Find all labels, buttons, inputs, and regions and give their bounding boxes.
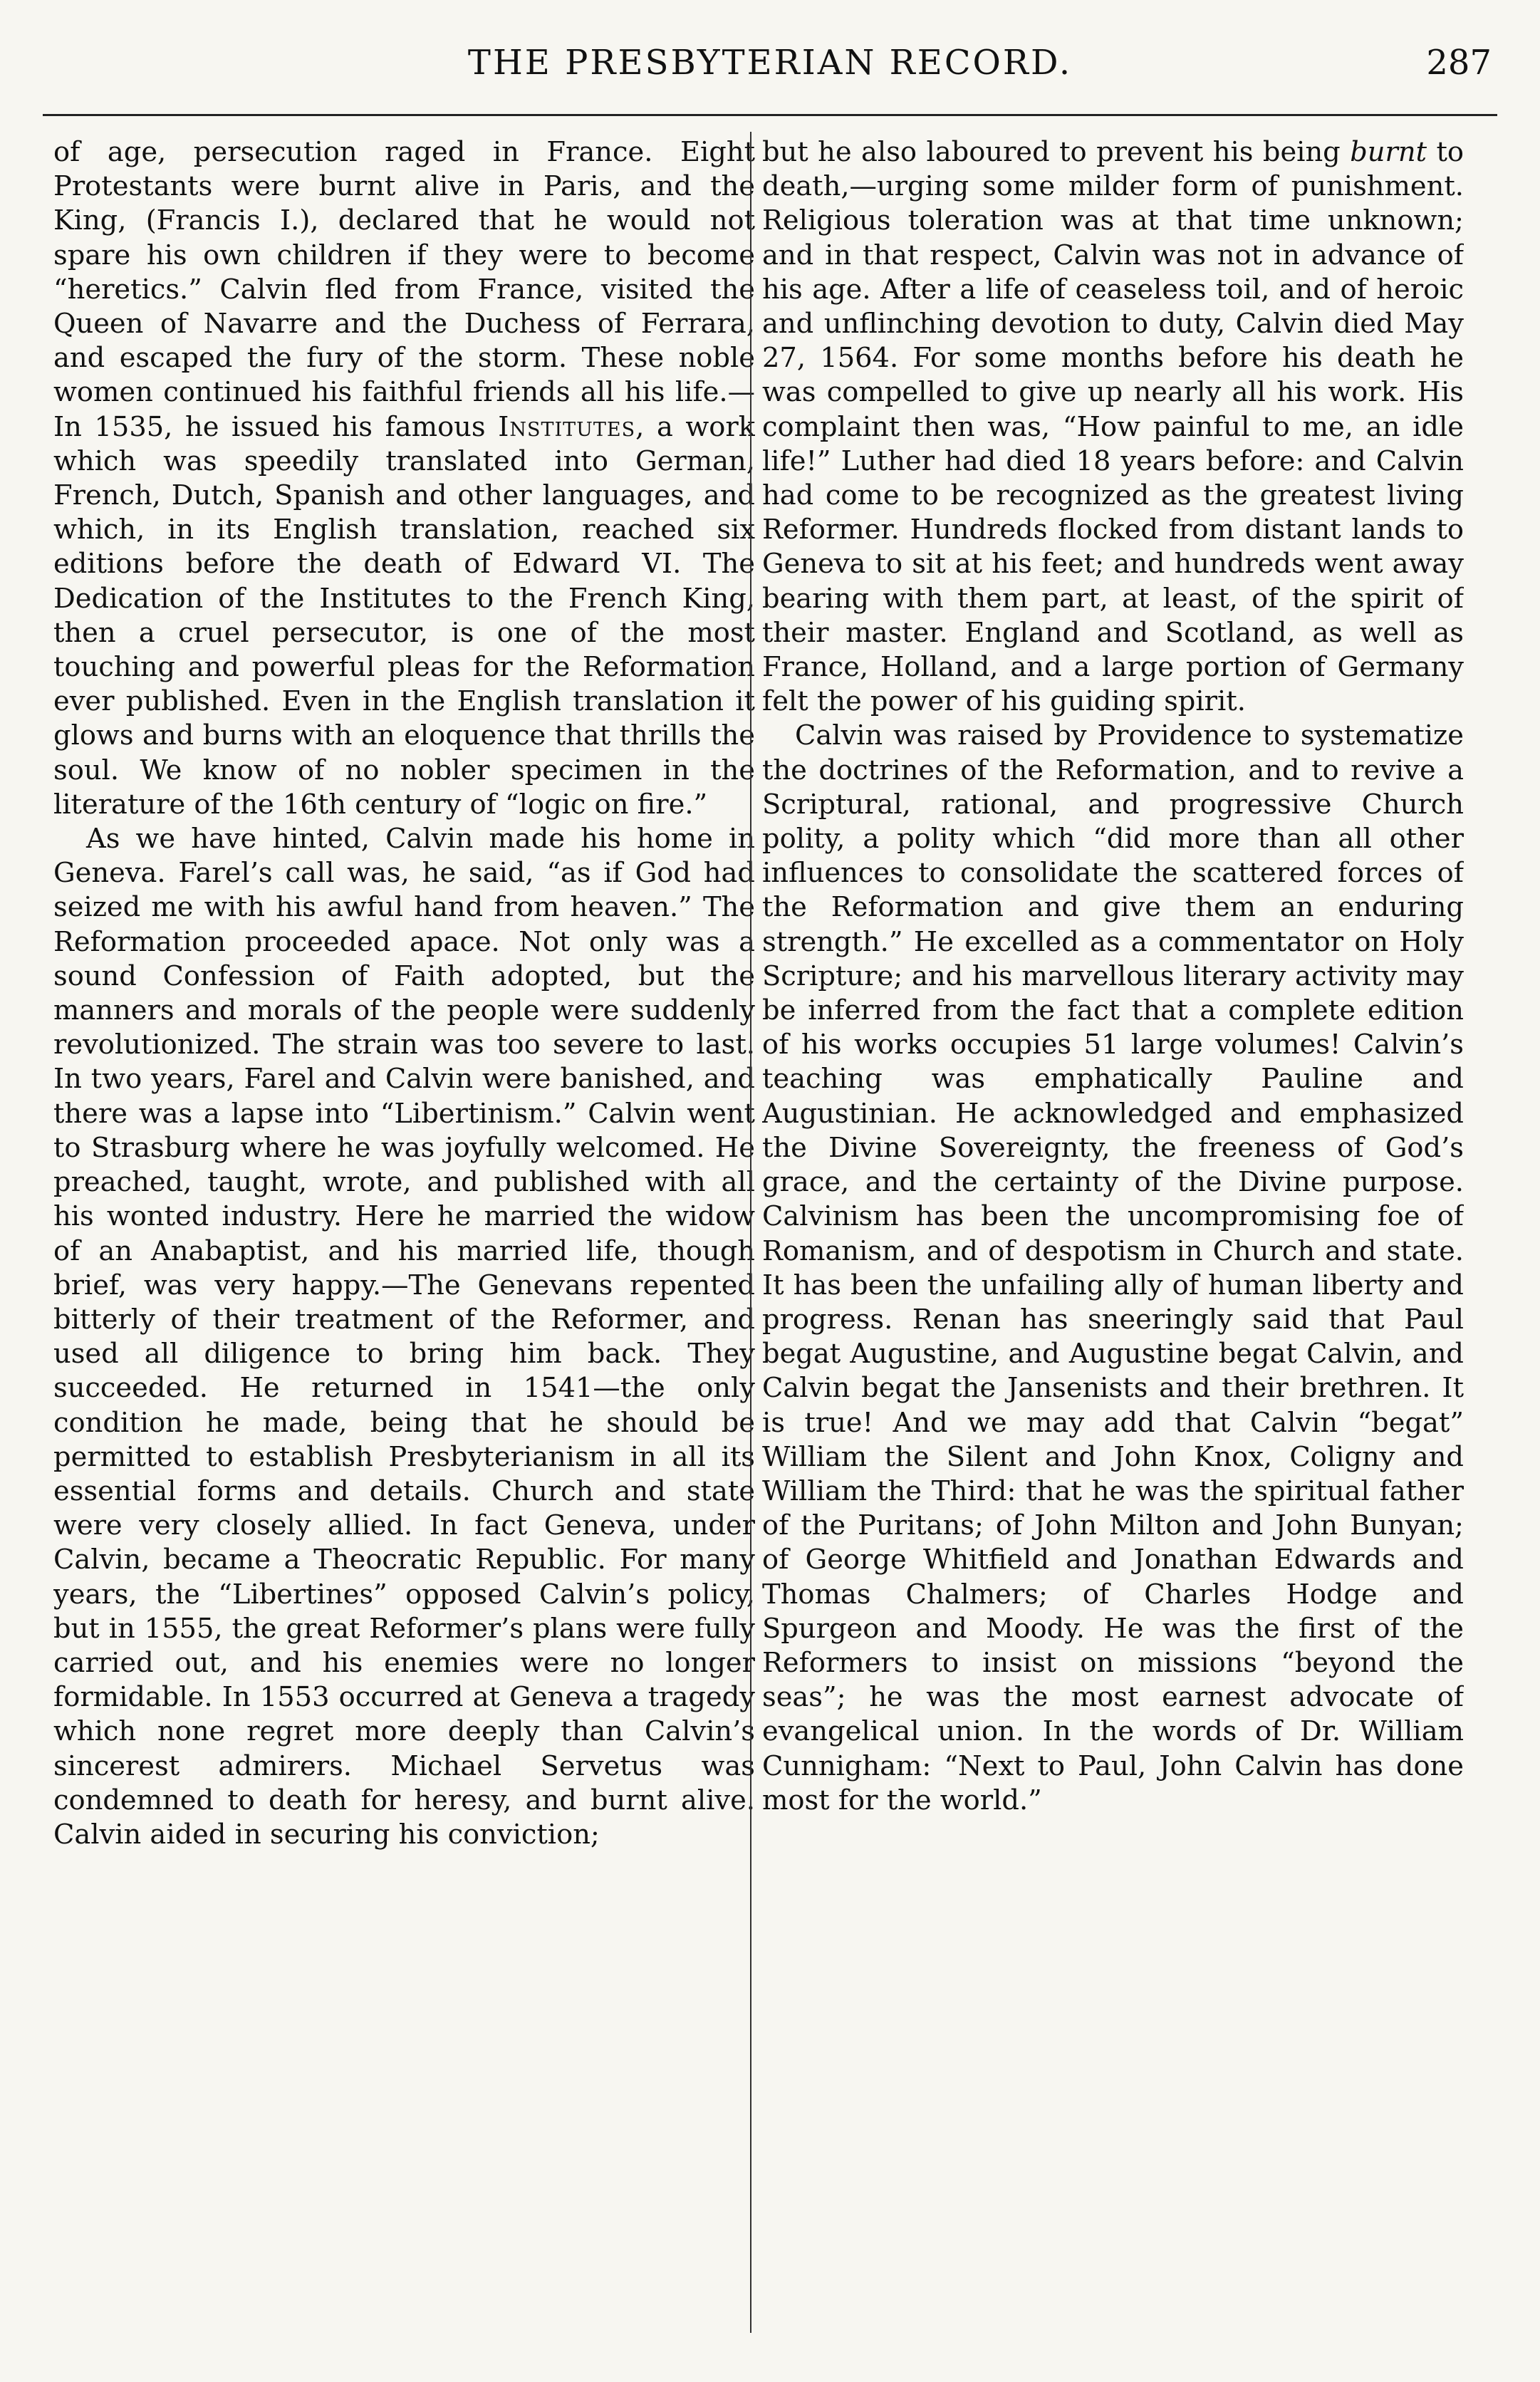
left-column — [53, 135, 755, 2329]
header-rule — [43, 114, 1497, 116]
right-paragraph-1-text-b: to death,—urging some milder form of punishment. Religious toleration was at that time unknown; and in that respect, Calvin was not in advance of his age. After a life of ceaseless toil, and of heroic and unflinching devotion to duty, Calvin died May 27, 1564. For some months before his death he was compelled to give up nearly all his work. His complaint then was, “How painful to me, an idle life!” Luther had died 18 years before: and Calvin had come to be recognized as the greatest living Reformer. Hundreds flocked from distant lands to Geneva to sit at his feet; and hundreds went away bearing with them part, at least, of the spirit of their master. England and Scotland, as well as France, Holland, and a large portion of Germany felt the power of his guiding spirit. — [762, 136, 1464, 718]
institutes-title: Institutes — [498, 410, 636, 443]
journal-title: THE PRESBYTERIAN RECORD. — [467, 43, 1073, 83]
left-paragraph-1-text-a: of age, persecution raged in France. Eight Protestants were burnt alive in Paris, and the King, (Francis I.), declared that he would not spare his own children if they were to become “heretics.” Calvin fled from France, visited the Queen of Navarre and the Duchess of Ferrara, and escaped the fury of the storm. These noble women continued his faithful friends all his life.— In 1535, he issued his famous — [53, 136, 755, 443]
page-number: 287 — [1426, 43, 1492, 83]
right-column — [762, 135, 1464, 2329]
left-paragraph-1-text-b: , a work which was speedily translated into German, French, Dutch, Spanish and other languages, and which, in its English translation, reached six editions before the death of Edward VI. The Dedication of the Institutes to the French King, then a cruel persecutor, is one of the most touching and powerful pleas for the Reformation ever published. Even in the English translation it glows and burns with an eloquence that thrills the soul. We know of no nobler specimen in the literature of the 16th century of “logic on fire.” — [53, 410, 755, 821]
running-header — [43, 43, 1497, 114]
right-paragraph-1 — [762, 135, 1464, 719]
left-paragraph-1 — [53, 135, 755, 822]
right-paragraph-2: Calvin was raised by Providence to systematize the doctrines of the Reformation, and to revive a Scriptural, rational, and progressive Church polity, a polity which “did more than all other influences to consolidate the scattered forces of the Reformation and give them an enduring strength.” He excelled as a commentator on Holy Scripture; and his marvellous literary activity may be inferred from the fact that a complete edition of his works occupies 51 large volumes! Calvin’s teaching was emphatically Pauline and Augustinian. He acknowledged and emphasized the Divine Sovereignty, the freeness of God’s grace, and the certainty of the Divine purpose. Calvinism has been the uncompromising foe of Romanism, and of despotism in Church and state. It has been the unfailing ally of human liberty and progress. Renan has sneeringly said that Paul begat Augustine, and Augustine begat Calvin, and Calvin begat the Jansenists and their brethren. It is true! And we may add that Calvin “begat” William the Silent and John Knox, Coligny and William the Third: that he was the spiritual father of the Puritans; of John Milton and John Bunyan; of George Whitfield and Jonathan Edwards and Thomas Chalmers; of Charles Hodge and Spurgeon and Moody. He was the first of the Reformers to insist on missions “beyond the seas”; he was the most earnest advocate of evangelical union. In the words of Dr. William Cunnigham: “Next to Paul, John Calvin has done most for the world.” — [762, 719, 1464, 1816]
right-paragraph-1-text-a: but he also laboured to prevent his being — [762, 136, 1351, 168]
left-paragraph-2: As we have hinted, Calvin made his home in Geneva. Farel’s call was, he said, “as if God had seized me with his awful hand from heaven.” The Reformation proceeded apace. Not only was a sound Confession of Faith adopted, but the manners and morals of the people were suddenly revolutionized. The strain was too severe to last. In two years, Farel and Calvin were banished, and there was a lapse into “Libertinism.” Calvin went to Strasburg where he was joyfully welcomed. He preached, taught, wrote, and published with all his wonted industry. Here he married the widow of an Anabaptist, and his married life, though brief, was very happy.—The Genevans repented bitterly of their treatment of the Reformer, and used all diligence to bring him back. They succeeded. He returned in 1541—the only condition he made, being that he should be permitted to establish Presbyterianism in all its essential forms and details. Church and state were very closely allied. In fact Geneva, under Calvin, became a Theocratic Republic. For many years, the “Libertines” opposed Calvin’s policy, but in 1555, the great Reformer’s plans were fully carried out, and his enemies were no longer formidable. In 1553 occurred at Geneva a tragedy which none regret more deeply than Calvin’s sincerest admirers. Michael Servetus was condemned to death for heresy, and burnt alive. Calvin aided in securing his conviction; — [53, 823, 755, 1851]
column-divider — [750, 132, 751, 2333]
burnt-emphasis: burnt — [1350, 136, 1427, 168]
